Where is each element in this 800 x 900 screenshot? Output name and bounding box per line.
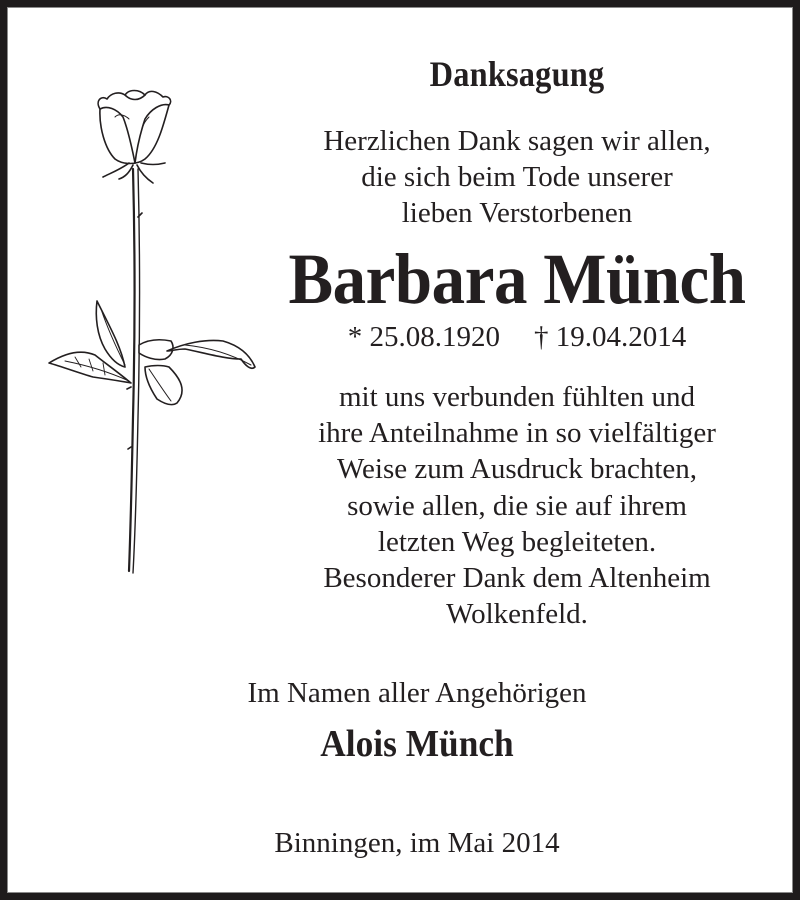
obituary-card [7, 7, 793, 893]
deceased-name: Barbara Münch [288, 239, 746, 319]
body-line: mit uns verbunden fühlten und [338, 381, 695, 413]
notice-title: Danksagung [429, 54, 605, 94]
body-line: Wolkenfeld. [446, 598, 588, 631]
rose-icon [45, 87, 261, 579]
place-date: Binningen, im Mai 2014 [274, 827, 560, 859]
intro-line: lieben Verstorbenen [401, 197, 633, 229]
body-text [257, 379, 777, 632]
body-line: ihre Anteilnahme in so vielfältiger [318, 417, 716, 450]
intro-line: die sich beim Tode unserer [361, 161, 673, 193]
body-line: Weise zum Ausdruck brachten, [336, 453, 698, 486]
signer-name: Alois Münch [320, 723, 514, 765]
body-line: sowie allen, die sie auf ihrem [347, 489, 687, 522]
life-dates [257, 319, 777, 355]
birth-date: * 25.08.1920 [347, 321, 500, 353]
intro-line: Herzlichen Dank sagen wir allen, [323, 125, 711, 157]
body-line: letzten Weg begleiteten. [377, 525, 657, 558]
body-line: Besonderer Dank dem Altenheim [323, 562, 711, 595]
death-date: † 19.04.2014 [534, 321, 687, 353]
on-behalf-text: Im Namen aller Angehörigen [247, 677, 587, 709]
intro-text [257, 123, 777, 231]
